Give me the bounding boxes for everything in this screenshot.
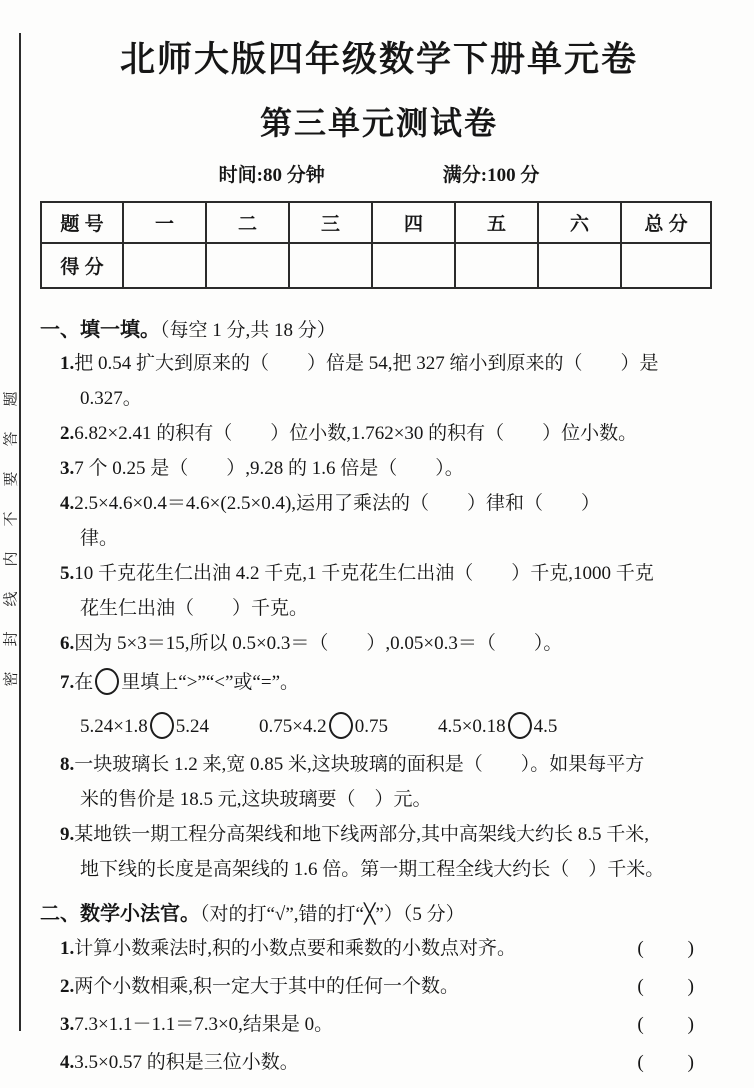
compare-right: 4.5 xyxy=(533,716,558,737)
header-question-number: 题 号 xyxy=(41,202,123,243)
section-1-points-note: （每空 1 分,共 18 分） xyxy=(160,320,336,341)
question-5-text: 10 千克花生仁出油 4.2 千克,1 千克花生仁出油（ ）千克,1000 千克 xyxy=(74,563,654,584)
judge-answer-blank: ( ) xyxy=(637,1014,696,1035)
compare-left: 5.24×1.8 xyxy=(80,716,148,737)
judge-item-statement: 计算小数乘法时,积的小数点要和乘数的小数点对齐。 xyxy=(74,938,517,959)
score-cell xyxy=(455,243,538,288)
question-3-text: 7 个 0.25 是（ ）,9.28 的 1.6 倍是（ ）。 xyxy=(74,458,464,479)
question-1-line-2: 0.327。 xyxy=(80,388,142,409)
question-9-line-2: 地下线的长度是高架线的 1.6 倍。第一期工程全线大约长（ ）千米。 xyxy=(80,859,665,880)
judge-answer-blank: ( ) xyxy=(637,976,696,997)
judge-item-number: 3. xyxy=(60,1014,75,1035)
question-7-text-pre: 在 xyxy=(74,672,94,693)
compare-circle-icon xyxy=(150,712,174,739)
full-score: 满分:100 分 xyxy=(442,165,540,186)
compare-item xyxy=(80,707,209,747)
question-3-line-1 xyxy=(40,451,718,486)
section-2-title: 二、数学小法官。 xyxy=(40,903,200,925)
judge-item-statement: 3.5×0.57 的积是三位小数。 xyxy=(74,1052,299,1073)
header-col-5: 五 xyxy=(455,202,538,243)
compare-right: 5.24 xyxy=(175,716,209,737)
judge-item-text xyxy=(60,1006,333,1044)
question-4-line-2: 律。 xyxy=(80,528,119,549)
section-1-title: 一、填一填。 xyxy=(40,319,160,341)
question-9-text: 某地铁一期工程分高架线和地下线两部分,其中高架线大约长 8.5 千米, xyxy=(74,824,650,845)
judge-item-3 xyxy=(40,1006,718,1044)
seal-line-text: 密封线内不要答题 xyxy=(3,366,20,687)
compare-left: 0.75×4.2 xyxy=(258,716,327,737)
question-6-text: 因为 5×3＝15,所以 0.5×0.3＝（ ）,0.05×0.3＝（ ）。 xyxy=(74,633,563,654)
time-limit: 时间:80 分钟 xyxy=(218,165,325,186)
question-6-number: 6. xyxy=(60,633,75,654)
question-5-number: 5. xyxy=(60,563,75,584)
question-2-text: 6.82×2.41 的积有（ ）位小数,1.762×30 的积有（ ）位小数。 xyxy=(74,423,638,444)
test-paper xyxy=(40,0,718,1082)
question-8-line-1 xyxy=(40,747,718,782)
score-cell xyxy=(206,243,289,288)
question-4-line-1 xyxy=(40,486,718,521)
header-col-1: 一 xyxy=(123,202,206,243)
compare-item xyxy=(438,707,557,747)
score-cell-total xyxy=(621,243,711,288)
question-1-line-1 xyxy=(40,346,718,381)
score-table-score-row xyxy=(41,243,711,288)
question-5-line-1 xyxy=(40,556,718,591)
section-1-heading xyxy=(40,315,718,346)
judge-item-2 xyxy=(40,968,718,1006)
question-4-number: 4. xyxy=(60,493,75,514)
question-9-line-1 xyxy=(40,817,718,852)
question-4-text: 2.5×4.6×0.4＝4.6×(2.5×0.4),运用了乘法的（ ）律和（ ） xyxy=(74,493,601,514)
judge-item-number: 4. xyxy=(60,1052,75,1073)
compare-right: 0.75 xyxy=(354,716,388,737)
judge-item-text xyxy=(60,968,459,1006)
score-cell xyxy=(372,243,455,288)
judge-item-statement: 7.3×1.1－1.1＝7.3×0,结果是 0。 xyxy=(74,1014,334,1035)
score-cell xyxy=(289,243,372,288)
judge-item-statement: 两个小数相乘,积一定大于其中的任何一个数。 xyxy=(74,976,460,997)
question-8-number: 8. xyxy=(60,754,75,775)
question-8-text: 一块玻璃长 1.2 来,宽 0.85 米,这块玻璃的面积是（ ）。如果每平方 xyxy=(74,754,645,775)
score-row-label: 得 分 xyxy=(41,243,123,288)
compare-circle-icon xyxy=(95,668,119,695)
compare-circle-icon xyxy=(329,712,353,739)
unit-title: 第三单元测试卷 xyxy=(259,105,498,141)
compare-item xyxy=(259,707,388,747)
score-cell xyxy=(123,243,206,288)
question-1-text: 把 0.54 扩大到原来的（ ）倍是 54,把 327 缩小到原来的（ ）是 xyxy=(74,353,659,374)
question-7-number: 7. xyxy=(60,672,75,693)
question-3-number: 3. xyxy=(60,458,75,479)
header-total: 总 分 xyxy=(621,202,711,243)
question-7-line-1 xyxy=(40,661,718,705)
judge-answer-blank: ( ) xyxy=(637,1052,696,1073)
score-cell xyxy=(538,243,621,288)
judge-item-1 xyxy=(40,930,718,968)
section-2-heading xyxy=(40,899,718,930)
judge-item-text xyxy=(60,1044,299,1082)
question-2-number: 2. xyxy=(60,423,75,444)
judge-item-4 xyxy=(40,1044,718,1082)
section-2-points-note: （对的打“√”,错的打“╳”）（5 分） xyxy=(200,904,465,925)
question-5-line-2: 花生仁出油（ ）千克。 xyxy=(80,598,309,619)
judge-item-number: 2. xyxy=(60,976,75,997)
judge-answer-blank: ( ) xyxy=(637,938,696,959)
header-col-6: 六 xyxy=(538,202,621,243)
header-col-3: 三 xyxy=(289,202,372,243)
header-col-2: 二 xyxy=(206,202,289,243)
question-6-line-1 xyxy=(40,626,718,661)
paper-title: 北师大版四年级数学下册单元卷 xyxy=(119,40,638,79)
score-table xyxy=(40,201,712,289)
judge-item-number: 1. xyxy=(60,938,75,959)
question-2-line-1 xyxy=(40,416,718,451)
score-table-header-row xyxy=(41,202,711,243)
question-1-number: 1. xyxy=(60,353,75,374)
judge-item-text xyxy=(60,930,516,968)
header-col-4: 四 xyxy=(372,202,455,243)
question-7-compare-row xyxy=(40,707,718,747)
question-8-line-2: 米的售价是 18.5 元,这块玻璃要（ ）元。 xyxy=(80,789,432,810)
question-9-number: 9. xyxy=(60,824,75,845)
question-7-text-post: 里填上“>”“<”或“=”。 xyxy=(121,672,300,693)
compare-circle-icon xyxy=(508,712,532,739)
exam-meta xyxy=(40,160,718,187)
compare-left: 4.5×0.18 xyxy=(437,716,506,737)
